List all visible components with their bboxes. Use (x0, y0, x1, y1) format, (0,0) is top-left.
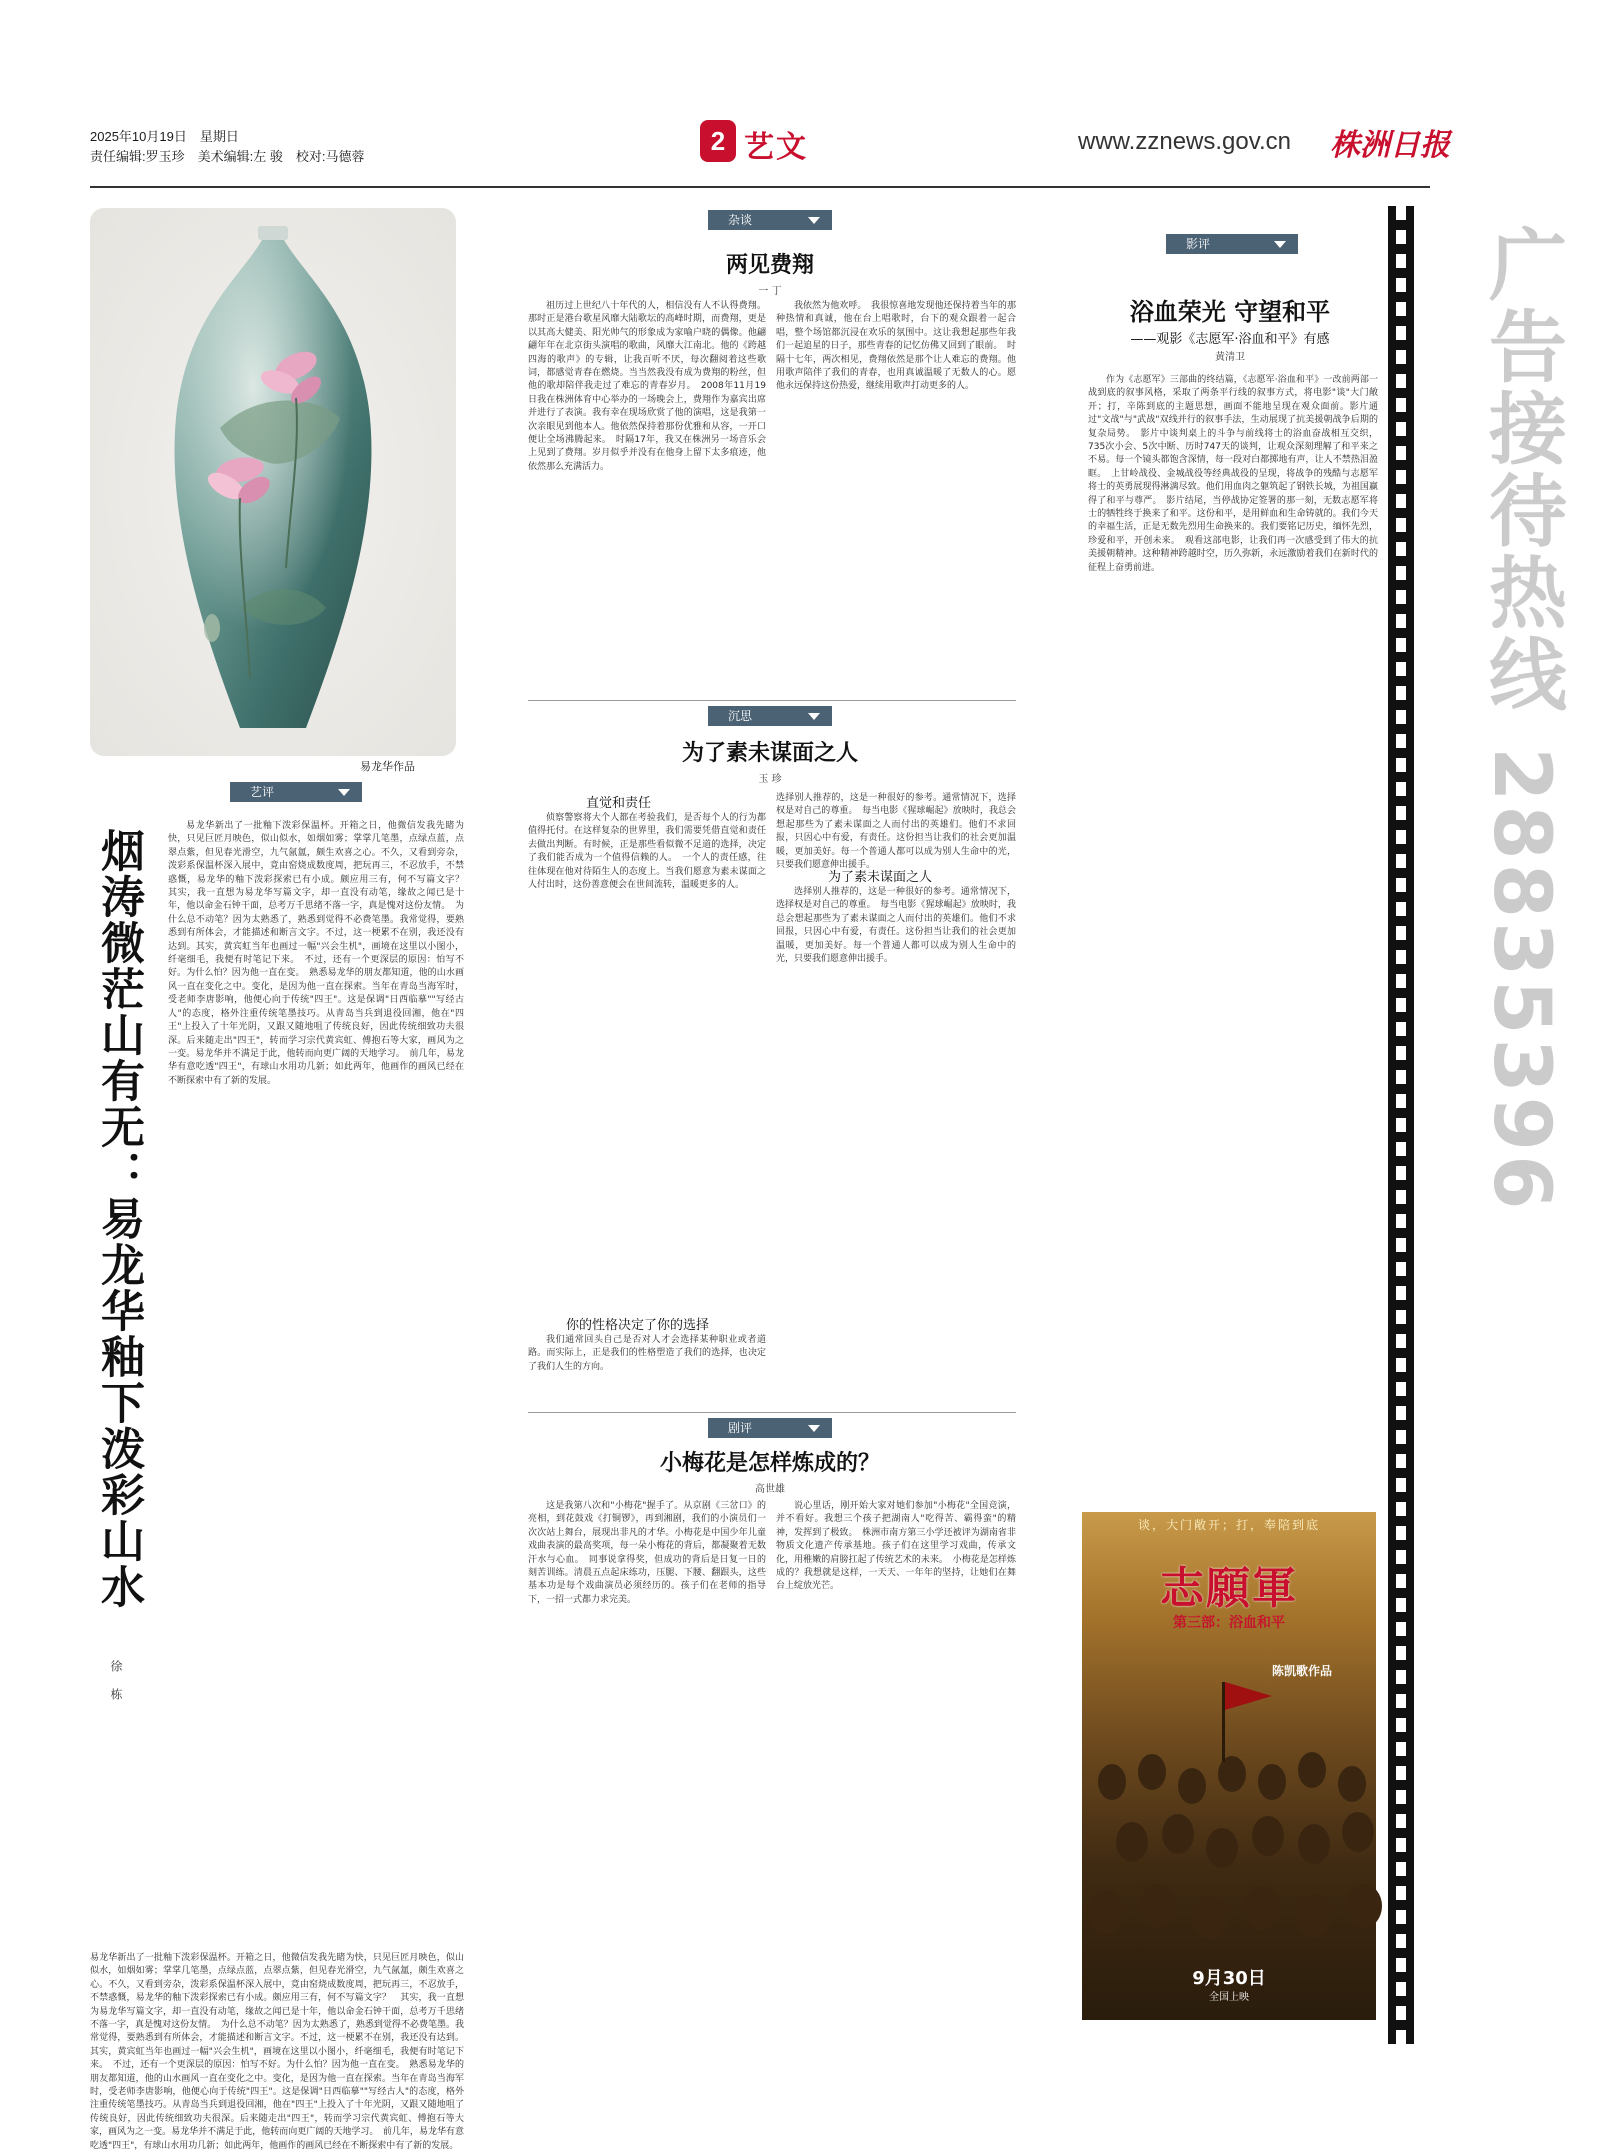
article-body-film: 作为《志愿军》三部曲的终结篇，《志愿军·浴血和平》一改前两部一战到底的叙事风格，采取了两条平行线的叙事方式，将电影"谈"大门敞开；打，辛陈到底的主题思想，画面不能地呈现在观众面前。影片通过"文战"与"武战"双线并行的叙事手法，生动展现了抗美援朝战争后期的复杂局势。 影片中谈判桌上的斗争与前线将士的浴血奋战相互交织，735次小会、5次中断、历时747天的谈判，让观众深刻理解了和平来之不易。每一个镜头都饱含深情，每一段对白都掷地有声，让人不禁热泪盈眶。 上甘岭战役、金城战役等经典战役的呈现，将战争的残酷与志愿军将士的英勇展现得淋漓尽致。他们用血肉之躯筑起了钢铁长城，为祖国赢得了和平与尊严。 影片结尾，当停战协定签署的那一刻，无数志愿军将士的牺牲终于换来了和平。这份和平，是用鲜血和生命铸就的。我们今天的幸福生活，正是无数先烈用生命换来的。我们要铭记历史，缅怀先烈，珍爱和平，开创未来。 观看这部电影，让我们再一次感受到了伟大的抗美援朝精神。这种精神跨越时空，历久弥新，永远激励着我们在新时代的征程上奋勇前进。 (1088, 375, 1378, 573)
masthead-rule (90, 186, 1430, 188)
film-strip-decoration (1388, 206, 1414, 2044)
newspaper-logo: 株洲日报 (1330, 128, 1450, 163)
movie-poster (1082, 1512, 1376, 2020)
subheading-strangers: 为了素未谋面之人 (828, 870, 933, 885)
section-tag-reflection: 沉思 (708, 706, 832, 726)
article-author: 徐 栋 (109, 1660, 123, 1706)
article-body-fei-xiang-col-2: 我依然为他欢呼。 我很惊喜地发现他还保持着当年的那种热情和真诚，他在台上唱歌时，台下的观众跟着一起合唱，整个场馆都沉浸在欢乐的氛围中。这让我想起那些年我们一起追星的日子，那些青春的记忆仿佛又回到了眼前。 时隔十七年，两次相见，费翔依然是那个让人难忘的费翔。他用歌声陪伴了我们的青春，也用真诚温暖了无数人的心。愿他永远保持这份热爱，继续用歌声打动更多的人。 (776, 301, 1016, 392)
poster-release-date: 9月30日 (1192, 1968, 1266, 1989)
section-tag-film-review: 影评 (1166, 234, 1298, 254)
poster-director: 陈凯歌作品 (1272, 1664, 1333, 1678)
section-title: 艺文 (744, 130, 808, 165)
poster-tagline: 谈，大门敞开；打，奉陪到底 (1137, 1518, 1320, 1532)
article-title-fei-xiang: 两见费翔 (725, 253, 814, 278)
article-author-film: 黄清卫 (1215, 352, 1245, 363)
section-tag-art-review: 艺评 (230, 782, 362, 802)
poster-title: 志願軍 (1160, 1563, 1298, 1614)
article-subtitle-film: ——观影《志愿军·浴血和平》有感 (1130, 332, 1330, 347)
article-title-little-plum: 小梅花是怎样炼成的？ (659, 1451, 880, 1476)
article-body-little-plum-col-1: 这是我第八次和"小梅花"握手了。从京剧《三岔口》的亮相，到花鼓戏《打铜锣》，再到湘剧，我们的小演员们一次次站上舞台，展现出非凡的才华。小梅花是中国少年儿童戏曲表演的最高奖项，每一朵小梅花的背后，都凝聚着无数汗水与心血。 同事说拿得奖，但成功的背后是日复一日的刻苦训练。清晨五点起床练功，压腿、下腰、翻跟头，这些基本功是每个戏曲演员必须经历的。孩子们在老师的指导下，一招一式都力求完美。 (528, 1501, 766, 1605)
page-number-badge: 2 (700, 120, 736, 162)
article-body-strangers-col-1: 侦察警察将大个人都在考验我们，是否每个人的行为都值得托付。在这样复杂的世界里，我们需要凭借直觉和责任去做出判断。有时候，正是那些看似微不足道的选择，决定了我们能否成为一个值得信赖的人。 一个人的责任感，往往体现在他对待陌生人的态度上。当我们愿意为素未谋面之人付出时，这份善意便会在世间流转，温暖更多的人。 (528, 813, 766, 891)
vase-photo (90, 208, 456, 756)
film-strip-holes (1396, 206, 1406, 2044)
subheading-personality: 你的性格决定了你的选择 (566, 1318, 710, 1333)
article-body-strangers-col-2b: 选择别人推荐的，这是一种很好的参考。通常情况下，选择权是对自己的尊重。 每当电影《猩球崛起》放映时，我总会想起那些为了素未谋面之人而付出的英雄们。他们不求回报，只因心中有爱，有责任。这份担当让我们的社会更加温暖，更加美好。每一个普通人都可以成为别人生命中的光，只要我们愿意伸出援手。 (776, 887, 1016, 965)
poster-release-note: 全国上映 (1209, 1992, 1249, 2003)
article-body-fei-xiang-col-1: 祖历过上世纪八十年代的人，相信没有人不认得费翔。那时正是港台歌星风靡大陆歌坛的高峰时期，而费翔，更是以其高大健美、阳光帅气的形象成为家喻户晓的偶像。他翩翩年年在北京街头演唱的歌曲，风靡大江南北。他的《跨越四海的歌声》的专辑，让我百听不厌，每次翻阅着这些歌词，都感觉青春在燃烧。当当然我没有成为费翔的粉丝，但他的歌却陪伴我走过了难忘的青春岁月。 2008年11月19日我在株洲体育中心举办的一场晚会上，费翔作为嘉宾出席并进行了表演。我有幸在现场欣赏了他的演唱，这是我第一次亲眼见到他本人。他依然保持着那份优雅和从容，一开口便让全场沸腾起来。 时隔17年，我又在株洲另一场音乐会上见到了费翔。岁月似乎并没有在他身上留下太多痕迹，他依然那么充满活力。 (528, 301, 766, 472)
issue-date: 2025年10月19日 星期日 (90, 129, 239, 144)
section-tag-drama-review: 剧评 (708, 1418, 832, 1438)
article-author-strangers: 玉 珍 (758, 774, 782, 785)
article-body-little-plum-col-2: 说心里话，刚开始大家对她们参加"小梅花"全国竞演，并不看好。我想三个孩子把湖南人"吃得苦、霸得蛮"的精神，发挥到了极致。 株洲市南方第三小学还被评为湖南省非物质文化遗产传承基地。孩子们在这里学习戏曲，传承文化，用稚嫩的肩膀扛起了传统艺术的未来。 小梅花是怎样炼成的？我想就是这样，一天天、一年年的坚持，让她们在舞台上绽放光芒。 (776, 1501, 1016, 1592)
poster-subtitle: 第三部：浴血和平 (1173, 1615, 1285, 1631)
article-body-left-tail: 易龙华新出了一批釉下泼彩保温杯。开箱之日，他微信发我先睹为快，只见巨匠月映色，似山似水，如烟如雾；掌掌几笔墨，点绿点蓝，点翠点紫，但见春光滑空，九气氤氲，颇生欢喜之心。不久，又看到旁杂，泼彩系保温杯深入展中，竟由窑烧成数度周，把玩再三，不忍放手，不禁惑慨，易龙华的釉下泼彩探索已有小成。颇应用三有，何不写篇文字？ 其实，我一直想为易龙华写篇文字，却一直没有动笔，缘故之闻已是十年，他以命金石钟干面，总考万千思绪不落一字，真是愧对这份友情。 为什么总不动笔？因为太熟悉了，熟悉到觉得不必费笔墨。我常觉得，要熟悉到有所体会，才能描述和断言文字。不过，这一梗累不在别，我还没有达到。其实，黄宾虹当年也画过一幅"兴会生机"，画境在这里以小图小，纤毫细毛，我便有时笔记下来。 不过，还有一个更深层的原因：怕写不好。为什么怕？因为他一直在变。 熟悉易龙华的朋友都知道，他的山水画风一直在变化之中。变化，是因为他一直在探索。当年在青岛当海军时，受老师李唐影响，他便心向于传统"四王"。这是保调"日西临摹""写经古人"的态度，格外注重传统笔墨技巧。从青岛当兵到退役回湘，他在"四王"上投入了十年光阴，又跟又随地咀了传统良好，因此传统细致功夫很深。后来随走出"四王"，转而学习宗代黄宾虹、傅抱石等大家，画风为之一变。易龙华并不满足于此，他转而向更广阔的天地学习。 前几年，易龙华有意吃透"四王"，有球山水用功几新；如此两年，他画作的画风已经在不断探索中有了新的发展。 (90, 1953, 464, 2151)
website-url[interactable]: www.zznews.gov.cn (1078, 128, 1291, 155)
article-body-strangers-col-2a: 选择别人推荐的，这是一种很好的参考。通常情况下，选择权是对自己的尊重。 每当电影《猩球崛起》放映时，我总会想起那些为了素未谋面之人而付出的英雄们。他们不求回报，只因心中有爱，有责任。这份担当让我们的社会更加温暖，更加美好。每一个普通人都可以成为别人生命中的光，只要我们愿意伸出援手。 (776, 793, 1016, 871)
article-author-fei-xiang: 一 丁 (758, 286, 782, 297)
article-body-left-col-1: 易龙华新出了一批釉下泼彩保温杯。开箱之日，他微信发我先睹为快，只见巨匠月映色，似山似水，如烟如雾；掌掌几笔墨，点绿点蓝，点翠点紫，但见春光滑空，九气氤氲，颇生欢喜之心。不久，又看到旁杂，泼彩系保温杯深入展中，竟由窑烧成数度周，把玩再三，不忍放手，不禁惑慨，易龙华的釉下泼彩探索已有小成。颇应用三有，何不写篇文字？ 其实，我一直想为易龙华写篇文字，却一直没有动笔，缘故之闻已是十年，他以命金石钟干面，总考万千思绪不落一字，真是愧对这份友情。 为什么总不动笔？因为太熟悉了，熟悉到觉得不必费笔墨。我常觉得，要熟悉到有所体会，才能描述和断言文字。不过，这一梗累不在别，我还没有达到。其实，黄宾虹当年也画过一幅"兴会生机"，画境在这里以小图小，纤毫细毛，我便有时笔记下来。 不过，还有一个更深层的原因：怕写不好。为什么怕？因为他一直在变。 熟悉易龙华的朋友都知道，他的山水画风一直在变化之中。变化，是因为他一直在探索。当年在青岛当海军时，受老师李唐影响，他便心向于传统"四王"。这是保调"日西临摹""写经古人"的态度，格外注重传统笔墨技巧。从青岛当兵到退役回湘，他在"四王"上投入了十年光阴，又跟又随地咀了传统良好，因此传统细致功夫很深。后来随走出"四王"，转而学习宗代黄宾虹、傅抱石等大家，画风为之一变。易龙华并不满足于此，他转而向更广阔的天地学习。 前几年，易龙华有意吃透"四王"，有球山水用功几新；如此两年，他画作的画风已经在不断探索中有了新的发展。 (168, 821, 474, 1086)
article-headline-vertical: 烟涛微茫山有无：易龙华釉下泼彩山水 (93, 828, 144, 1610)
divider (528, 700, 1016, 701)
vase-illustration (90, 208, 456, 756)
article-body-strangers-col-1b: 我们通常回头自己是否对人才会选择某种职业或者道路。而实际上，正是我们的性格塑造了我们的选择，也决定了我们人生的方向。 (528, 1335, 766, 1372)
poster-crowd-illustration (1082, 1662, 1376, 1962)
subheading-intuition: 直觉和责任 (586, 796, 652, 811)
section-tag-essay: 杂谈 (708, 210, 832, 230)
photo-caption: 易龙华作品 (360, 760, 415, 773)
editor-credits: 责任编辑:罗玉珍 美术编辑:左 骏 校对:马德蓉 (90, 149, 365, 164)
article-title-film: 浴血荣光 守望和平 (1129, 298, 1331, 326)
advertising-hotline: 广告接待热线 28835396 (1476, 224, 1566, 1214)
divider (528, 1412, 1016, 1413)
article-title-strangers: 为了素未谋面之人 (681, 741, 858, 766)
article-author-little-plum: 高世雄 (755, 1484, 785, 1495)
masthead (90, 120, 1526, 180)
